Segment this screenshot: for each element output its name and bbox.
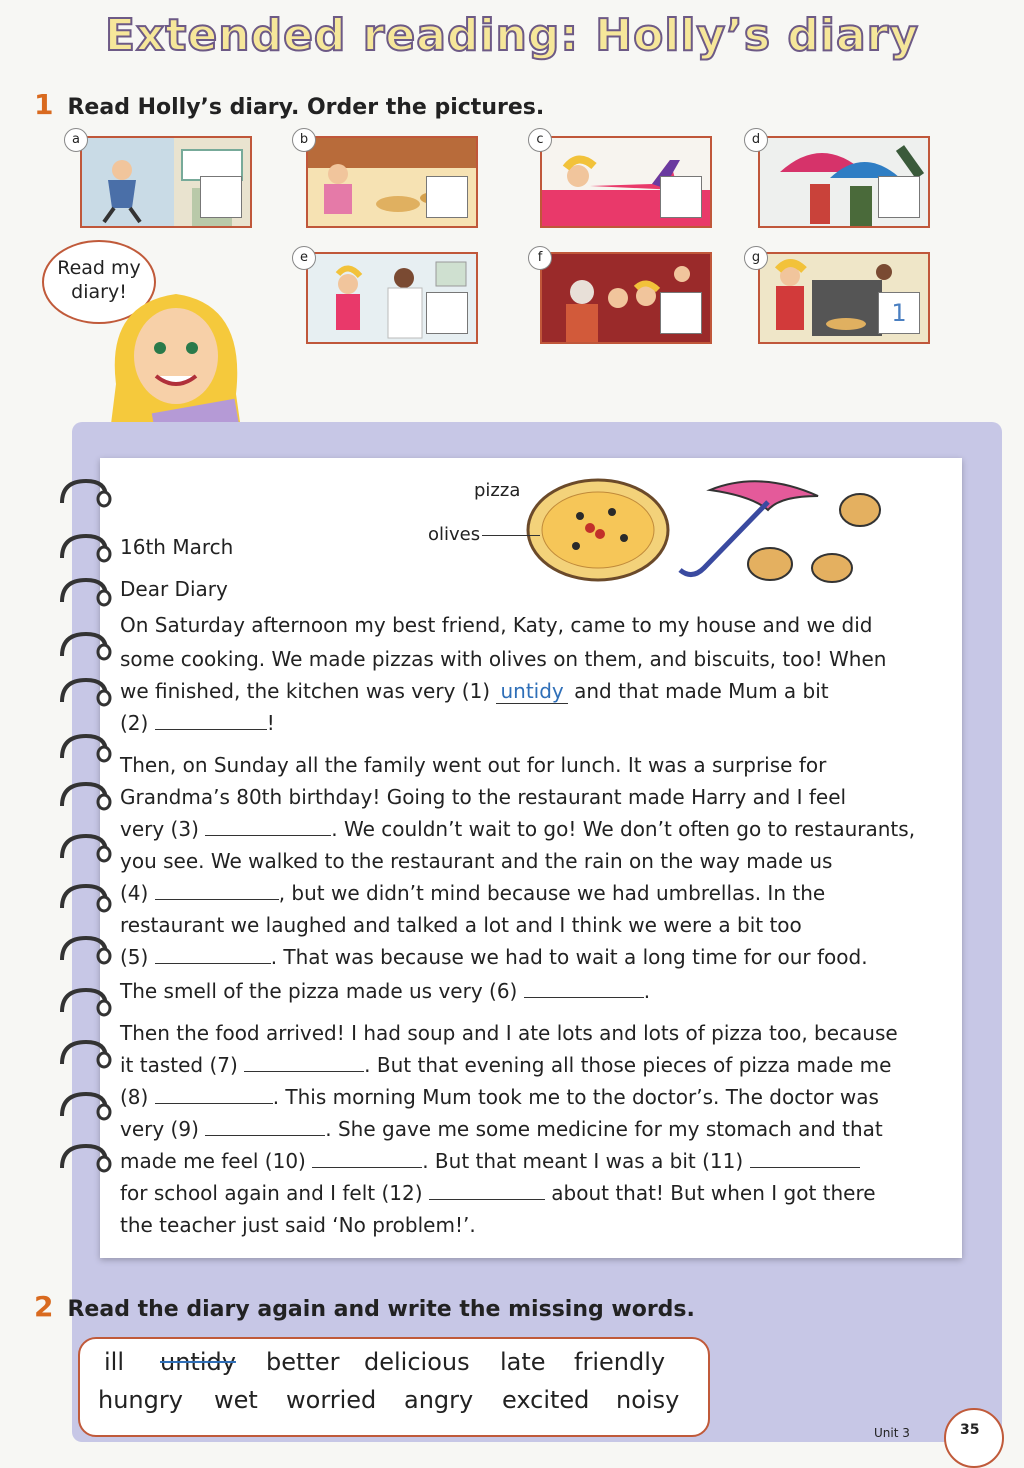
page-number: 35 — [960, 1422, 980, 1438]
diary-text: ! — [266, 711, 275, 735]
diary-text: . But that meant I was a bit (11) — [422, 1149, 744, 1173]
pizza-label: pizza — [474, 480, 521, 501]
diary-text: (2) — [120, 711, 149, 735]
word-box-item: friendly — [574, 1348, 666, 1376]
diary-greeting: Dear Diary — [120, 577, 228, 601]
answer-7-field[interactable] — [244, 1055, 364, 1072]
bubble-line-2: diary! — [71, 281, 127, 303]
diary-line: you see. We walked to the restaurant and the rain on the way made us — [120, 849, 833, 873]
spiral-ring-icon — [56, 674, 112, 708]
diary-text: . This morning Mum took me to the doctor’s. The doctor was — [272, 1085, 879, 1109]
diary-line: On Saturday afternoon my best friend, Katy, came to my house and we did — [120, 613, 873, 637]
answer-4-field[interactable] — [155, 883, 279, 900]
picture-a-letter: a — [64, 128, 88, 152]
diary-text: (4) — [120, 881, 149, 905]
page-number-badge — [944, 1408, 1004, 1468]
page-title: Extended reading: Holly’s diary — [104, 10, 920, 61]
diary-line: some cooking. We made pizzas with olives on them, and biscuits, too! When — [120, 647, 887, 671]
diary-text: very (9) — [120, 1117, 199, 1141]
answer-11-field[interactable] — [750, 1151, 860, 1168]
diary-line: restaurant we laughed and talked a lot and I think we were a bit too — [120, 913, 802, 937]
diary-text: it tasted (7) — [120, 1053, 238, 1077]
picture-f-letter: f — [528, 246, 552, 270]
diary-text: (8) — [120, 1085, 149, 1109]
diary-line — [120, 712, 275, 734]
spiral-ring-icon — [56, 1140, 112, 1174]
word-box-item: delicious — [364, 1348, 470, 1376]
exercise-2-heading — [34, 1290, 695, 1323]
answer-3-field[interactable] — [205, 819, 331, 836]
diary-line — [120, 1150, 860, 1172]
picture-e — [306, 252, 478, 344]
olives-pointer-line — [482, 535, 540, 536]
exercise-2-number: 2 — [34, 1290, 54, 1323]
picture-c-letter: c — [528, 128, 552, 152]
picture-g-answer-box[interactable]: 1 — [878, 292, 920, 334]
spiral-ring-icon — [56, 932, 112, 966]
spiral-ring-icon — [56, 1036, 112, 1070]
diary-text: . But that evening all those pieces of pizza made me — [364, 1053, 892, 1077]
picture-a — [80, 136, 252, 228]
picture-g-letter: g — [744, 246, 768, 270]
exercise-1-number: 1 — [34, 88, 54, 121]
exercise-1-instruction: Read Holly’s diary. Order the pictures. — [67, 95, 545, 120]
word-box-item: excited — [502, 1386, 590, 1414]
picture-e-letter: e — [292, 246, 316, 270]
diary-date: 16th March — [120, 535, 234, 559]
word-box-item: hungry — [98, 1386, 183, 1414]
answer-1-field[interactable]: untidy — [496, 679, 567, 704]
diary-line — [120, 818, 915, 840]
diary-text: and that made Mum a bit — [574, 679, 829, 703]
diary-line — [120, 1086, 879, 1108]
diary-line — [120, 882, 825, 904]
picture-g — [758, 252, 930, 344]
spiral-ring-icon — [56, 880, 112, 914]
answer-9-field[interactable] — [205, 1119, 325, 1136]
diary-text: . We couldn’t wait to go! We don’t often go to restaurants, — [331, 817, 916, 841]
diary-line: Grandma’s 80th birthday! Going to the restaurant made Harry and I feel — [120, 785, 847, 809]
word-box-item: angry — [404, 1386, 474, 1414]
picture-a-answer-box[interactable] — [200, 176, 242, 218]
spiral-ring-icon — [56, 778, 112, 812]
diary-text: , but we didn’t mind because we had umbrellas. In the — [278, 881, 826, 905]
picture-f — [540, 252, 712, 344]
spiral-ring-icon — [56, 530, 112, 564]
word-box-item: better — [266, 1348, 340, 1376]
diary-line — [120, 1182, 876, 1204]
diary-text: made me feel (10) — [120, 1149, 306, 1173]
picture-d-letter: d — [744, 128, 768, 152]
picture-d — [758, 136, 930, 228]
exercise-2-instruction: Read the diary again and write the missing words. — [67, 1297, 695, 1322]
diary-line: Then the food arrived! I had soup and I ate lots and lots of pizza too, because — [120, 1021, 898, 1045]
diary-line — [120, 1118, 883, 1140]
word-box-item: worried — [286, 1386, 377, 1414]
diary-text: for school again and I felt (12) — [120, 1181, 423, 1205]
diary-line: the teacher just said ‘No problem!’. — [120, 1213, 476, 1237]
diary-line — [120, 680, 829, 702]
diary-text: The smell of the pizza made us very (6) — [120, 979, 518, 1003]
spiral-ring-icon — [56, 730, 112, 764]
diary-text: about that! But when I got there — [551, 1181, 876, 1205]
answer-6-field[interactable] — [524, 981, 644, 998]
picture-c — [540, 136, 712, 228]
word-box-item: noisy — [616, 1386, 680, 1414]
unit-label: Unit 3 — [874, 1426, 910, 1440]
olives-label: olives — [428, 524, 481, 545]
diary-text: . That was because we had to wait a long time for our food. — [270, 945, 868, 969]
answer-10-field[interactable] — [312, 1151, 422, 1168]
spiral-ring-icon — [56, 475, 112, 509]
exercise-1-heading — [34, 88, 544, 121]
picture-c-answer-box[interactable] — [660, 176, 702, 218]
spiral-ring-icon — [56, 574, 112, 608]
diary-text: . — [643, 979, 651, 1003]
answer-5-field[interactable] — [155, 947, 271, 964]
word-box-item: late — [500, 1348, 546, 1376]
spiral-ring-icon — [56, 984, 112, 1018]
word-box-item-used: untidy — [160, 1348, 236, 1376]
answer-12-field[interactable] — [429, 1183, 545, 1200]
spiral-ring-icon — [56, 628, 112, 662]
diary-line — [120, 980, 650, 1002]
bubble-line-1: Read my — [57, 257, 141, 279]
picture-f-answer-box[interactable] — [660, 292, 702, 334]
diary-line — [120, 946, 868, 968]
diary-text: very (3) — [120, 817, 199, 841]
spiral-ring-icon — [56, 830, 112, 864]
word-box-item: ill — [104, 1348, 125, 1376]
picture-e-answer-box[interactable] — [426, 292, 468, 334]
picture-b-letter: b — [292, 128, 316, 152]
answer-2-field[interactable] — [155, 713, 267, 730]
spiral-ring-icon — [56, 1088, 112, 1122]
word-box-item: wet — [214, 1386, 258, 1414]
diary-line — [120, 1054, 891, 1076]
picture-b — [306, 136, 478, 228]
diary-text: . She gave me some medicine for my stomach and that — [325, 1117, 883, 1141]
pizza-umbrella-biscuits-illustration — [520, 476, 900, 592]
diary-text: we finished, the kitchen was very (1) — [120, 679, 491, 703]
answer-8-field[interactable] — [155, 1087, 273, 1104]
diary-line: Then, on Sunday all the family went out for lunch. It was a surprise for — [120, 753, 827, 777]
picture-b-answer-box[interactable] — [426, 176, 468, 218]
diary-text: (5) — [120, 945, 149, 969]
picture-d-answer-box[interactable] — [878, 176, 920, 218]
